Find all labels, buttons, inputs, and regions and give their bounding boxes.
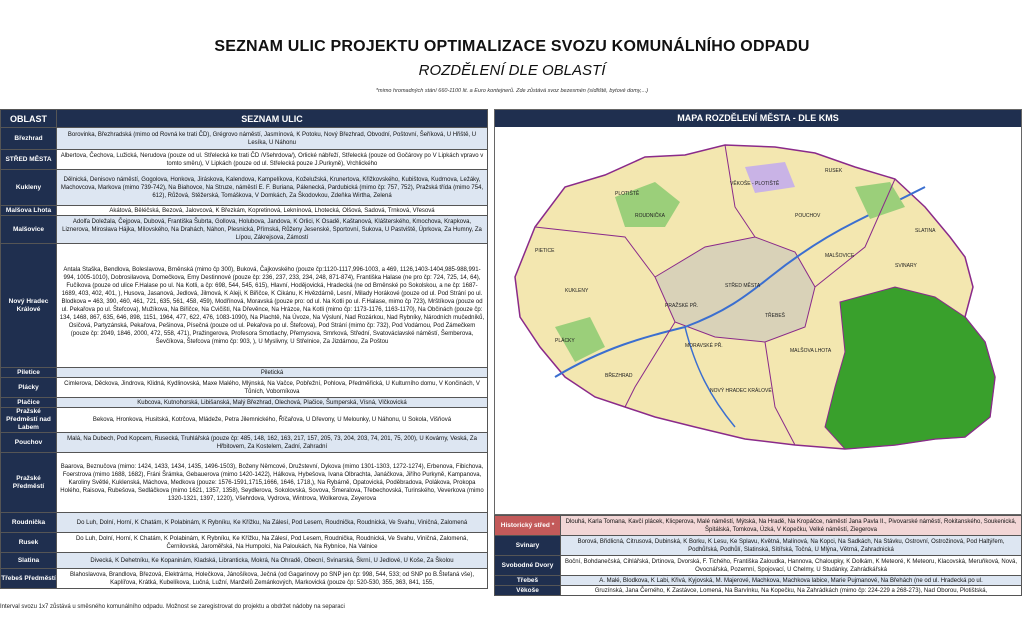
table-header-row bbox=[1, 110, 488, 128]
street-list: Kubcova, Kutnohorská, Libišanská, Malý Březhrad, Olechová, Plačice, Šumperská, Vísná, Vlčkovická bbox=[57, 398, 488, 408]
map-label: KUKLENY bbox=[565, 288, 589, 294]
map-label: PLÁCKY bbox=[555, 338, 575, 344]
street-list: Albertova, Čechova, Lužická, Nerudova (pouze od ul. Střelecká ke trati ČD /Všehrdova/), Orlické nábřeží, Střelecká (pouze od Gočárovy po V Lipkách vpravo v tomto směru), V Lipkách (pouze od ul. Střelecká pouze J.Purkyně), Vrchlického bbox=[57, 150, 488, 170]
street-list: Dlouhá, Karla Tomana, Kavčí plácek, Klicperova, Malé náměstí, Mýtská, Na Hradě, Na Kropáčce, náměstí Jana Pavla II., Pivovarské náměstí, Rokitanského, Soukenická, Špitálská, Tomkova, Úzká, V Kopečku, Velké náměstí, Ziegerova bbox=[561, 516, 1022, 536]
map-label: RUSEK bbox=[825, 168, 843, 174]
street-list-table bbox=[0, 109, 488, 589]
street-list: A. Malé, Blodkova, K Labi, Křivá, Kyjovská, M. Majerové, Machkova, Machkova labice, Marie Pujmanové, Na Břehách (ne od ul. Hradecká po ul. bbox=[561, 576, 1022, 586]
area-name: Plačice bbox=[1, 398, 57, 408]
table-row bbox=[1, 244, 488, 368]
street-list: Piletická bbox=[57, 368, 488, 378]
area-name: Plácky bbox=[1, 378, 57, 398]
street-list: Boční, Bohdanečská, Cihlářská, Drtinova, Dvorská, F. Tichého, Františka Zaloudka, Hannova, Chaloupky, K Dolkám, K Meteoré, K Meteoru, Klacovská, Meruňková, Nová, Ovocnářská, Pozemní, Spojovací, U Chelmy, U Studánky, Zahrádkářská bbox=[561, 556, 1022, 576]
street-list: Blahoslavova, Brandlova, Březová, Elektrárna, Holečkova, Jánošíkova, Ječná (od Gagarinovy po SNP jen čp: 998, 544, 533; od SNP po B.Štefaná vše), Kaplířova, Krátká, Kubelíkova, Lučná, Lužní, Manželů Zemánkových, Markovická (pouze čp: 520-530, 355, 363, 841, 155, bbox=[57, 569, 488, 589]
table-row bbox=[495, 536, 1022, 556]
area-name: STŘED MĚSTA bbox=[1, 150, 57, 170]
area-name: Svobodné Dvory bbox=[495, 556, 561, 576]
map-label: MALŠOVICE bbox=[825, 253, 855, 259]
map-panel bbox=[494, 109, 1022, 515]
street-list: Borová, Břidlicná, Citrusová, Dubinská, K Borku, K Lesu, Ke Splavu, Květná, Malínová, Na Kopci, Na Sadkách, Na Stávku, Ostrovní, Ostrožinová, Pod Haltýřem, Podhůřská, Podhůlí, Slatinská, Sítířská, Točná, U Mlýna, Větrná, Zahradnická bbox=[561, 536, 1022, 556]
table-row bbox=[1, 553, 488, 569]
street-list: Divecká, K Dehetníku, Ke Kopaninám, Kladská, Libranticka, Mokrá, Na Ohradě, Obecní, Svinarská, Škrní, U Jedlové, U Koše, Za Školou bbox=[57, 553, 488, 569]
area-column-header: OBLAST bbox=[1, 110, 57, 128]
table-row bbox=[1, 216, 488, 244]
table-row bbox=[1, 398, 488, 408]
forest-area bbox=[825, 287, 995, 449]
area-name: Malšovice bbox=[1, 216, 57, 244]
table-row bbox=[1, 368, 488, 378]
street-list: Adolfa Doležala, Čejpova, Dubová, Františka Šubrta, Gollova, Holubova, Jandova, K Orlici, K Osadě, Kaštanová, Klášterského, Kmochova, Krapkova, Liznerova, Mirosłava Hájka, Mílovského, Na Drahách, Náhon, Plesnická, Přímská, Růženy Jesenské, Sportovní, Sukova, U Pastviště, Úprkova, Za Humny, Za Lípou, Zákrejsova, Zámostí bbox=[57, 216, 488, 244]
map-label: STŘED MĚSTA bbox=[725, 283, 761, 289]
street-list: Bekova, Hronkova, Husitská, Kotrčova, Mládeže, Petra Jilemnického, Říčařova, U Dřevony, U Melounky, U Náhonu, U Sokola, Višňová bbox=[57, 408, 488, 433]
historic-street-table bbox=[494, 515, 1022, 596]
map-label: NOVÝ HRADEC KRÁLOVÉ bbox=[710, 388, 772, 394]
map-label: PRAŽSKÉ PŘ. bbox=[665, 303, 699, 309]
area-name: Věkoše bbox=[495, 586, 561, 596]
page-subtitle: ROZDĚLENÍ DLE OBLASTÍ bbox=[418, 62, 606, 79]
streets-column-header: SEZNAM ULIC bbox=[57, 110, 488, 128]
footnote: *mimo hromadných stání 660-1100 lit. a Euro kontejnerů. Zde zůstává svoz bezesmén (sídliště, bytové domy,...) bbox=[375, 88, 649, 94]
table-row bbox=[495, 586, 1022, 596]
street-list: Gruzínská, Jana Černého, K Zastávce, Lomená, Na Barvínku, Na Kopečku, Na Zahrádkách (mimo čp: 224-229 a 268-273), Nad Oborou, Plotištská, bbox=[561, 586, 1022, 596]
area-name: Třebeš bbox=[495, 576, 561, 586]
city-map-graphic bbox=[495, 127, 1019, 514]
area-name: Malšova Lhota bbox=[1, 206, 57, 216]
map-header: MAPA ROZDĚLENÍ MĚSTA - DLE KMS bbox=[495, 110, 1021, 127]
street-list: Baarova, Beznučova (mimo: 1424, 1433, 1434, 1435, 1496-1503), Boženy Němcové, Družstevní, Dykova (mimo 1301-1303, 1272-1274), Erbenova, Fibichova, Foerstrova (mimo 1688, 1682), Fráni Šrámka, Gebauerova (mimo 1420-1422), Hálkova, Hybešova, Ivana Olbrachta, Janáčkova, Jiřího Purkyně, Kampanova, Karoliny Světlé, Kuklenská, Máchova, Medkova (pouze: 1576-1591,1715,1666, 1646, 1718,), Na Rybárně, Opatovická, Poděbradova, Polákova, Prokopa Holého, Raisova, Rubešova, Sedláčkova (mimo 1621, 1357, 1358), Seydlerova, Sokolovská, Sovova, Šmeralova, Třebechovská, Turinského, Veverkova (mimo 1320-1321, 1397, 1220), Všehrdova, Vydrova, Wintrova, Wolkerova, Zeyerova bbox=[57, 453, 488, 513]
map-label: VĚKOŠE - PLOTIŠTĚ bbox=[730, 181, 780, 187]
map-label: PIETICE bbox=[535, 248, 555, 254]
area-name: Nový Hradec Králové bbox=[1, 244, 57, 368]
street-list: Antala Staška, Bendlova, Boleslavova, Brněnská (mimo čp 300), Buková, Čajkovského (pouze čp:1120-1117,996-1003, a 469, 1126,1403-1404,985-988,991-994, 1005-1010), Dobrosilavova, Domečkova, Emy Destinnové (pouze čp: 236, 237, 233, 234, 248, 871-874), Františka Halase (ne pro čp: 724, 725, 14, 64), Fučíkova (pouze od ulice F.Halase po ul. Na Kotli, a čp: 698, 544, 545, 615), Hlavní, Hodějovická, Hradecká (ne od Brněnské po Sokolskou, a ne čp: 1687-1689, 403, 402, 401, ), Husova, Jasanová, Jedlová, Jilmová, K Aleji, K Biřičce, K Cikánu, K Hvězdárně, Lesní, Milady Horákové (pouze od ul. Pod Strání po ul. Blodkova = 463, 390, 460, 461, 721, 635, 561, 458, 459), Modřínová, Moravská (pouze pro: od ul. Na Kotli po ul. F.Halase, mimo čp 723), Mrštíkova (pouze od ul. Pekařova po ul. Štefcova), Mužíkova, Na Biřičce, Na Cvičišti, Na Dřevěnce, Na Hrázce, Na Kotli (mimo čp: 1173-1176, 1163-1170), Na Občinách (pouze čp: 134, 1468, 867, 635, 646, 898, 1151, 1964, 477, 622, 476, 1083-1090), Na Plachtě, Na Úvoze, Na Výsluní, Nad Rozárkou, Nad Rybníky, Národních mučedníků, Osičová, Partyzánská, Pekařova, Pešinova, Písečná (pouze od ul. Pekařova po ul. Štefcova), Pod Strání (mimo čp: 732), Pod Vodárnou, Pod Zámečkem (pouze čp: 2049, 1846, 2000, 472, 558, 471), Pražingerova, Profesora Smotlachy, Přemysova, Smrková, Střední, Svatováclavské náměstí, Šemberova, Ševčíkova, Štefcova (mimo čp: 903, ), U Myslivny, U Střelnice, Za Jizdárnou, Za Poštou bbox=[57, 244, 488, 368]
area-name: Slatina bbox=[1, 553, 57, 569]
footer-note: Interval svozu 1x7 zůstává u směsného komunálního odpadu. Možnost se zaregistrovat do projektu a obdržet nádoby na separaci bbox=[0, 604, 345, 610]
area-name: Piletice bbox=[1, 368, 57, 378]
street-list: Malá, Na Dubech, Pod Kopcem, Rusecká, Truhlářská (pouze čp: 485, 148, 162, 163, 217, 157, 205, 73, 204, 203, 74, 201, 75, 200), U Kovárny, Veská, Za Hřbitovem, Za Kostelem, Zadní, Zahradní bbox=[57, 433, 488, 453]
table-row bbox=[1, 433, 488, 453]
map-label: BŘEZHRAD bbox=[605, 373, 633, 379]
table-row bbox=[495, 576, 1022, 586]
area-name: Svinary bbox=[495, 536, 561, 556]
area-name: Pražské Předměstí nad Labem bbox=[1, 408, 57, 433]
map-label: MALŠOVA LHOTA bbox=[790, 348, 832, 354]
area-name: Roudnička bbox=[1, 513, 57, 533]
table-row bbox=[1, 453, 488, 513]
map-label: ROUDNIČKA bbox=[635, 213, 666, 219]
map-label: SLATINA bbox=[915, 228, 936, 234]
area-name: Historický střed * bbox=[495, 516, 561, 536]
table-row bbox=[495, 556, 1022, 576]
table-row bbox=[1, 206, 488, 216]
area-name: Pražské Předměstí bbox=[1, 453, 57, 513]
table-row bbox=[1, 378, 488, 398]
table-row bbox=[1, 170, 488, 206]
table-row bbox=[1, 408, 488, 433]
street-list: Akátová, Běléčská, Bezová, Jalovcová, K Březkám, Kopretinová, Leknínová, Lhotecká, Olšová, Sadová, Trnková, Vřesová bbox=[57, 206, 488, 216]
area-name: Pouchov bbox=[1, 433, 57, 453]
table-row bbox=[495, 516, 1022, 536]
map-label: SVINARY bbox=[895, 263, 917, 269]
table-row bbox=[1, 569, 488, 589]
area-name: Březhrad bbox=[1, 128, 57, 150]
map-label: TŘEBEŠ bbox=[765, 313, 786, 319]
city-map bbox=[495, 127, 1021, 514]
street-list: Do Luh, Dolní, Horní, K Chatám, K Polabinám, K Rybníku, Ke Křížku, Na Zálesí, Pod Lesem, Roudnička, Roudnická, Ve Svahu, Viničná, Zalomená, Černilovská, Jaroměřská, Na Humpolci, Na Paloukách, Na Rybníce, Na Valnice bbox=[57, 533, 488, 553]
table-row bbox=[1, 128, 488, 150]
street-list: Borovinka, Březhradská (mimo od Rovná ke trati ČD), Grégrovo náměstí, Jasmínová, K Potoku, Nový Březhrad, Obvodní, Poštovní, Šeříková, U Hřiště, U Lesíka, U Náhonu bbox=[57, 128, 488, 150]
table-row bbox=[1, 150, 488, 170]
map-label: PLOTIŠTĚ bbox=[615, 191, 640, 197]
map-label: POUCHOV bbox=[795, 213, 821, 219]
street-list: Do Luh, Dolní, Horní, K Chatám, K Polabinám, K Rybníku, Ke Křížku, Na Zálesí, Pod Lesem, Roudnička, Roudnická, Ve Svahu, Viničná, Zalomená bbox=[57, 513, 488, 533]
page-title: SEZNAM ULIC PROJEKTU OPTIMALIZACE SVOZU KOMUNÁLNÍHO ODPADU bbox=[214, 38, 810, 55]
area-name: Rusek bbox=[1, 533, 57, 553]
street-list: Cimlerova, Děckova, Jindrova, Klidná, Kydlinovská, Maxe Malého, Mlýnská, Na Vačce, Pobřežní, Pohlova, Předměřická, U Kulturního domu, V Končinách, V Tůních, Voborníkova bbox=[57, 378, 488, 398]
area-name: Třebeš Předměstí bbox=[1, 569, 57, 589]
area-name: Kukleny bbox=[1, 170, 57, 206]
street-list: Dělnická, Denisovo náměstí, Gogolova, Honkova, Jiráskova, Kalendova, Kampelíkova, Koželužská, Krunertova, Křižkovského, Kubištova, Kudrnova, Ležáky, Machovcova, Markova (mimo 739-742), Na Biahovce, Na Struze, náměstí E. F. Buriana, Pálenecká, Pardubická (mimo čp: 757, 752), Pražská třída (mimo 754, 612), Růžová, Stěžerská, Tomáškova, V Domkách, Za Škodovkou, Zdeňka Wirtha, Zelená bbox=[57, 170, 488, 206]
table-row bbox=[1, 533, 488, 553]
table-row bbox=[1, 513, 488, 533]
map-label: MORAVSKÉ PŘ. bbox=[685, 343, 723, 349]
